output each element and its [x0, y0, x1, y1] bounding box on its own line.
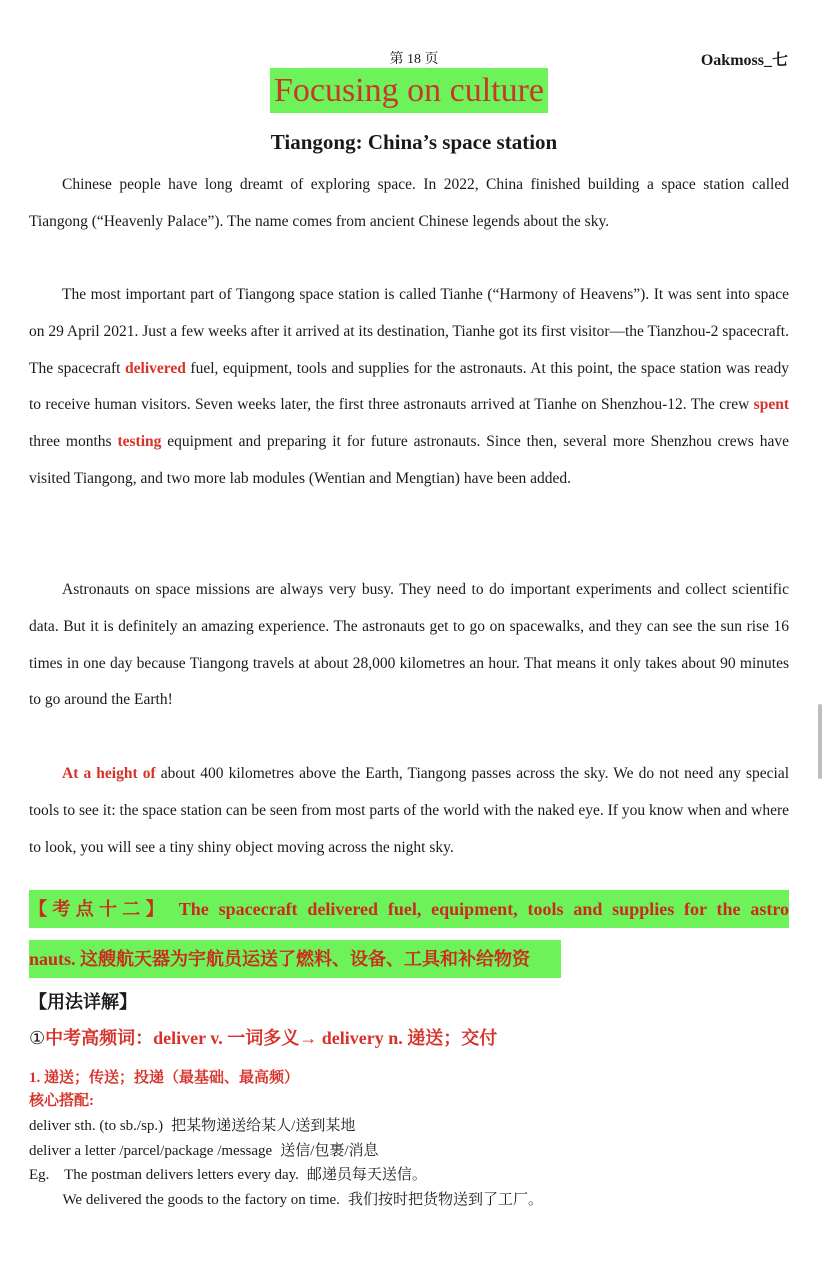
page-number: 第 18 页: [389, 52, 439, 67]
section-title: Focusing on culture: [270, 68, 548, 113]
author-name: Oakmoss_七: [700, 52, 788, 69]
usage-heading: 【用法详解】: [29, 992, 137, 1012]
paragraph-3: Astronauts on space missions are always very busy. They need to do important experiments and collect scientific data. But it is definitely an amazing experience. The astronauts get to go on spacewalks, and they can see the sun rise 16 times in one day because Tiangong travels at about 28,000 kilometres an hour. That means it only takes about 90 minutes to go around the Earth!: [29, 581, 789, 709]
example-en: Eg. The postman delivers letters every day.: [29, 1167, 299, 1183]
exam-point-line-1: 【考点十二】 The spacecraft delivered fuel, equipment, tools and supplies for the astro: [29, 890, 789, 928]
example-line: [29, 1114, 355, 1135]
example-en: deliver sth. (to sb./sp.): [29, 1118, 164, 1134]
exam-point-line-2: nauts. 这艘航天器为宇航员运送了燃料、设备、工具和补给物资: [29, 940, 561, 978]
collocation-label: 核心搭配:: [29, 1093, 94, 1109]
paragraph-2-text-d: equipment and preparing it for future astronauts. Since then, several more Shenzhou crews have visited Tiangong, and two more lab modules (Wentian and Mengtian) have been added.: [29, 433, 790, 487]
vocab-text: 中考高频词：deliver v. 一词多义→ delivery n. 递送；交付: [45, 1028, 498, 1048]
example-zh: 送信/包裹/消息: [280, 1143, 379, 1159]
example-zh: 我们按时把货物送到了工厂。: [347, 1192, 543, 1208]
example-en: deliver a letter /parcel/package /message: [29, 1143, 273, 1159]
example-line: [29, 1139, 379, 1160]
paragraph-2: [29, 277, 789, 498]
example-line: [29, 1188, 543, 1209]
vertical-scrollbar[interactable]: [818, 704, 822, 779]
paragraph-4-text: about 400 kilometres above the Earth, Tiangong passes across the sky. We do not need any special tools to see it: the space station can be seen from most parts of the world with the naked eye. If you know when and where to look, you will see a tiny shiny object moving across the night sky.: [29, 765, 789, 856]
highlight-delivered: delivered: [125, 359, 186, 377]
vocab-line: [29, 1024, 497, 1050]
sense-1-heading: 1. 递送；传送；投递（最基础、最高频）: [29, 1070, 300, 1086]
paragraph-2-text-b: fuel, equipment, tools and supplies for the astronauts. At this point, the space station was ready to receive human visitors. Seven weeks later, the first three astronauts arrived at Tianhe on Shenzhou-12. The crew: [29, 359, 789, 414]
example-zh: 邮递员每天送信。: [306, 1167, 427, 1183]
highlight-spent: spent: [753, 396, 789, 414]
paragraph-2-text-c: three months: [29, 433, 118, 451]
paragraph-1: Chinese people have long dreamt of exploring space. In 2022, China finished building a space station called Tiangong (“Heavenly Palace”). The name comes from ancient Chinese legends about the sky.: [29, 176, 789, 230]
example-line: [29, 1163, 427, 1184]
circled-number: ①: [29, 1028, 46, 1048]
example-en: We delivered the goods to the factory on time.: [29, 1192, 340, 1208]
article-title: Tiangong: China’s space station: [270, 130, 558, 154]
paragraph-4: [29, 756, 789, 866]
highlight-testing: testing: [117, 433, 162, 451]
highlight-at-a-height-of: At a height of: [62, 765, 156, 782]
example-zh: 把某物递送给某人/送到某地: [171, 1118, 356, 1134]
paragraph-2-text-a: The most important part of Tiangong space station is called Tianhe (“Harmony of Heavens”). It was sent into space on 29 April 2021. Just a few weeks after it arrived at its destination, Tianhe got its first visitor—the Tianzhou-2 spacecraft. The spacecraft: [29, 286, 789, 377]
